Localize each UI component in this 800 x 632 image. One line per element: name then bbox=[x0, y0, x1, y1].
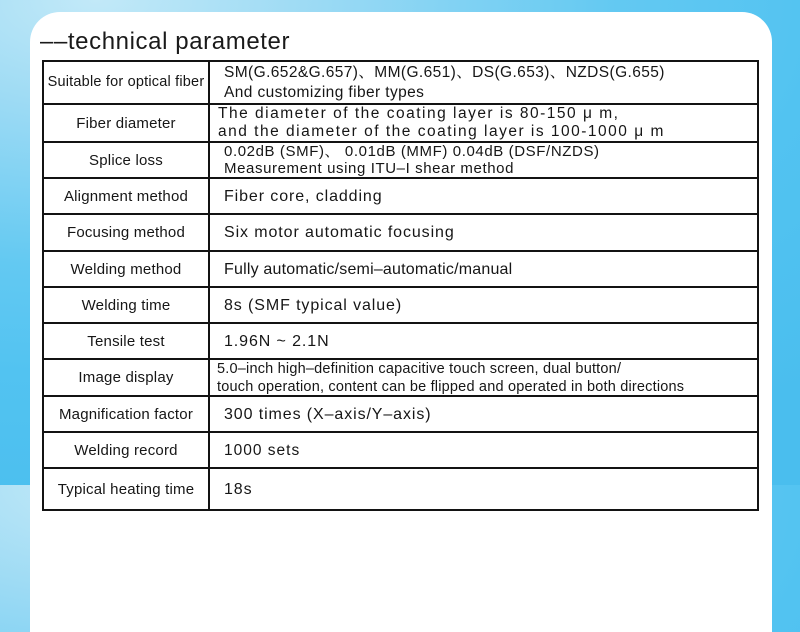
row-value bbox=[210, 179, 757, 213]
table-row bbox=[44, 250, 757, 286]
table-row bbox=[44, 467, 757, 509]
row-label: Splice loss bbox=[44, 143, 210, 177]
table-row bbox=[44, 177, 757, 213]
value-line: And customizing fiber types bbox=[224, 83, 425, 101]
row-value bbox=[210, 252, 757, 286]
value-line: Fully automatic/semi–automatic/manual bbox=[224, 260, 513, 278]
row-value bbox=[210, 215, 757, 250]
row-label: Magnification factor bbox=[44, 397, 210, 431]
row-label: Alignment method bbox=[44, 179, 210, 213]
page-title: ––technical parameter bbox=[40, 28, 291, 55]
row-label: Typical heating time bbox=[44, 469, 210, 509]
table-row bbox=[44, 431, 757, 467]
row-value bbox=[210, 469, 757, 509]
table-row bbox=[44, 286, 757, 322]
row-value bbox=[210, 324, 757, 358]
row-value bbox=[210, 143, 757, 177]
value-line: Six motor automatic focusing bbox=[224, 224, 455, 241]
row-label: Focusing method bbox=[44, 215, 210, 250]
technical-parameter-table bbox=[42, 60, 759, 511]
value-line: 1000 sets bbox=[224, 441, 301, 459]
row-label: Welding record bbox=[44, 433, 210, 467]
table-row bbox=[44, 103, 757, 141]
row-value bbox=[210, 397, 757, 431]
row-label: Fiber diameter bbox=[44, 105, 210, 141]
row-value bbox=[210, 105, 757, 141]
row-label: Suitable for optical fiber bbox=[44, 62, 210, 103]
row-value bbox=[210, 62, 757, 103]
table-row bbox=[44, 322, 757, 358]
value-line: The diameter of the coating layer is 80-150 μ m, bbox=[218, 105, 620, 122]
value-line: and the diameter of the coating layer is 100-1000 μ m bbox=[218, 123, 665, 140]
table-row bbox=[44, 213, 757, 250]
value-line: 0.02dB (SMF)、 0.01dB (MMF) 0.04dB (DSF/NZDS) bbox=[224, 143, 600, 160]
row-label: Image display bbox=[44, 360, 210, 395]
row-value bbox=[210, 433, 757, 467]
row-label: Welding time bbox=[44, 288, 210, 322]
table-row bbox=[44, 358, 757, 395]
table-row bbox=[44, 141, 757, 177]
value-line: 8s (SMF typical value) bbox=[224, 296, 403, 314]
spec-card bbox=[30, 12, 772, 632]
value-line: Fiber core, cladding bbox=[224, 187, 383, 205]
value-line: touch operation, content can be flipped and operated in both directions bbox=[217, 378, 685, 395]
row-label: Welding method bbox=[44, 252, 210, 286]
value-line: 1.96N ~ 2.1N bbox=[224, 332, 330, 350]
value-line: 5.0–inch high–definition capacitive touch screen, dual button/ bbox=[217, 360, 622, 377]
row-value bbox=[210, 288, 757, 322]
value-line: SM(G.652&G.657)、MM(G.651)、DS(G.653)、NZDS(G.655) bbox=[224, 63, 665, 81]
table-row bbox=[44, 62, 757, 103]
row-label: Tensile test bbox=[44, 324, 210, 358]
table-row bbox=[44, 395, 757, 431]
value-line: 300 times (X–axis/Y–axis) bbox=[224, 405, 432, 423]
row-value bbox=[210, 360, 757, 395]
value-line: 18s bbox=[224, 480, 253, 498]
value-line: Measurement using ITU–I shear method bbox=[224, 160, 515, 177]
